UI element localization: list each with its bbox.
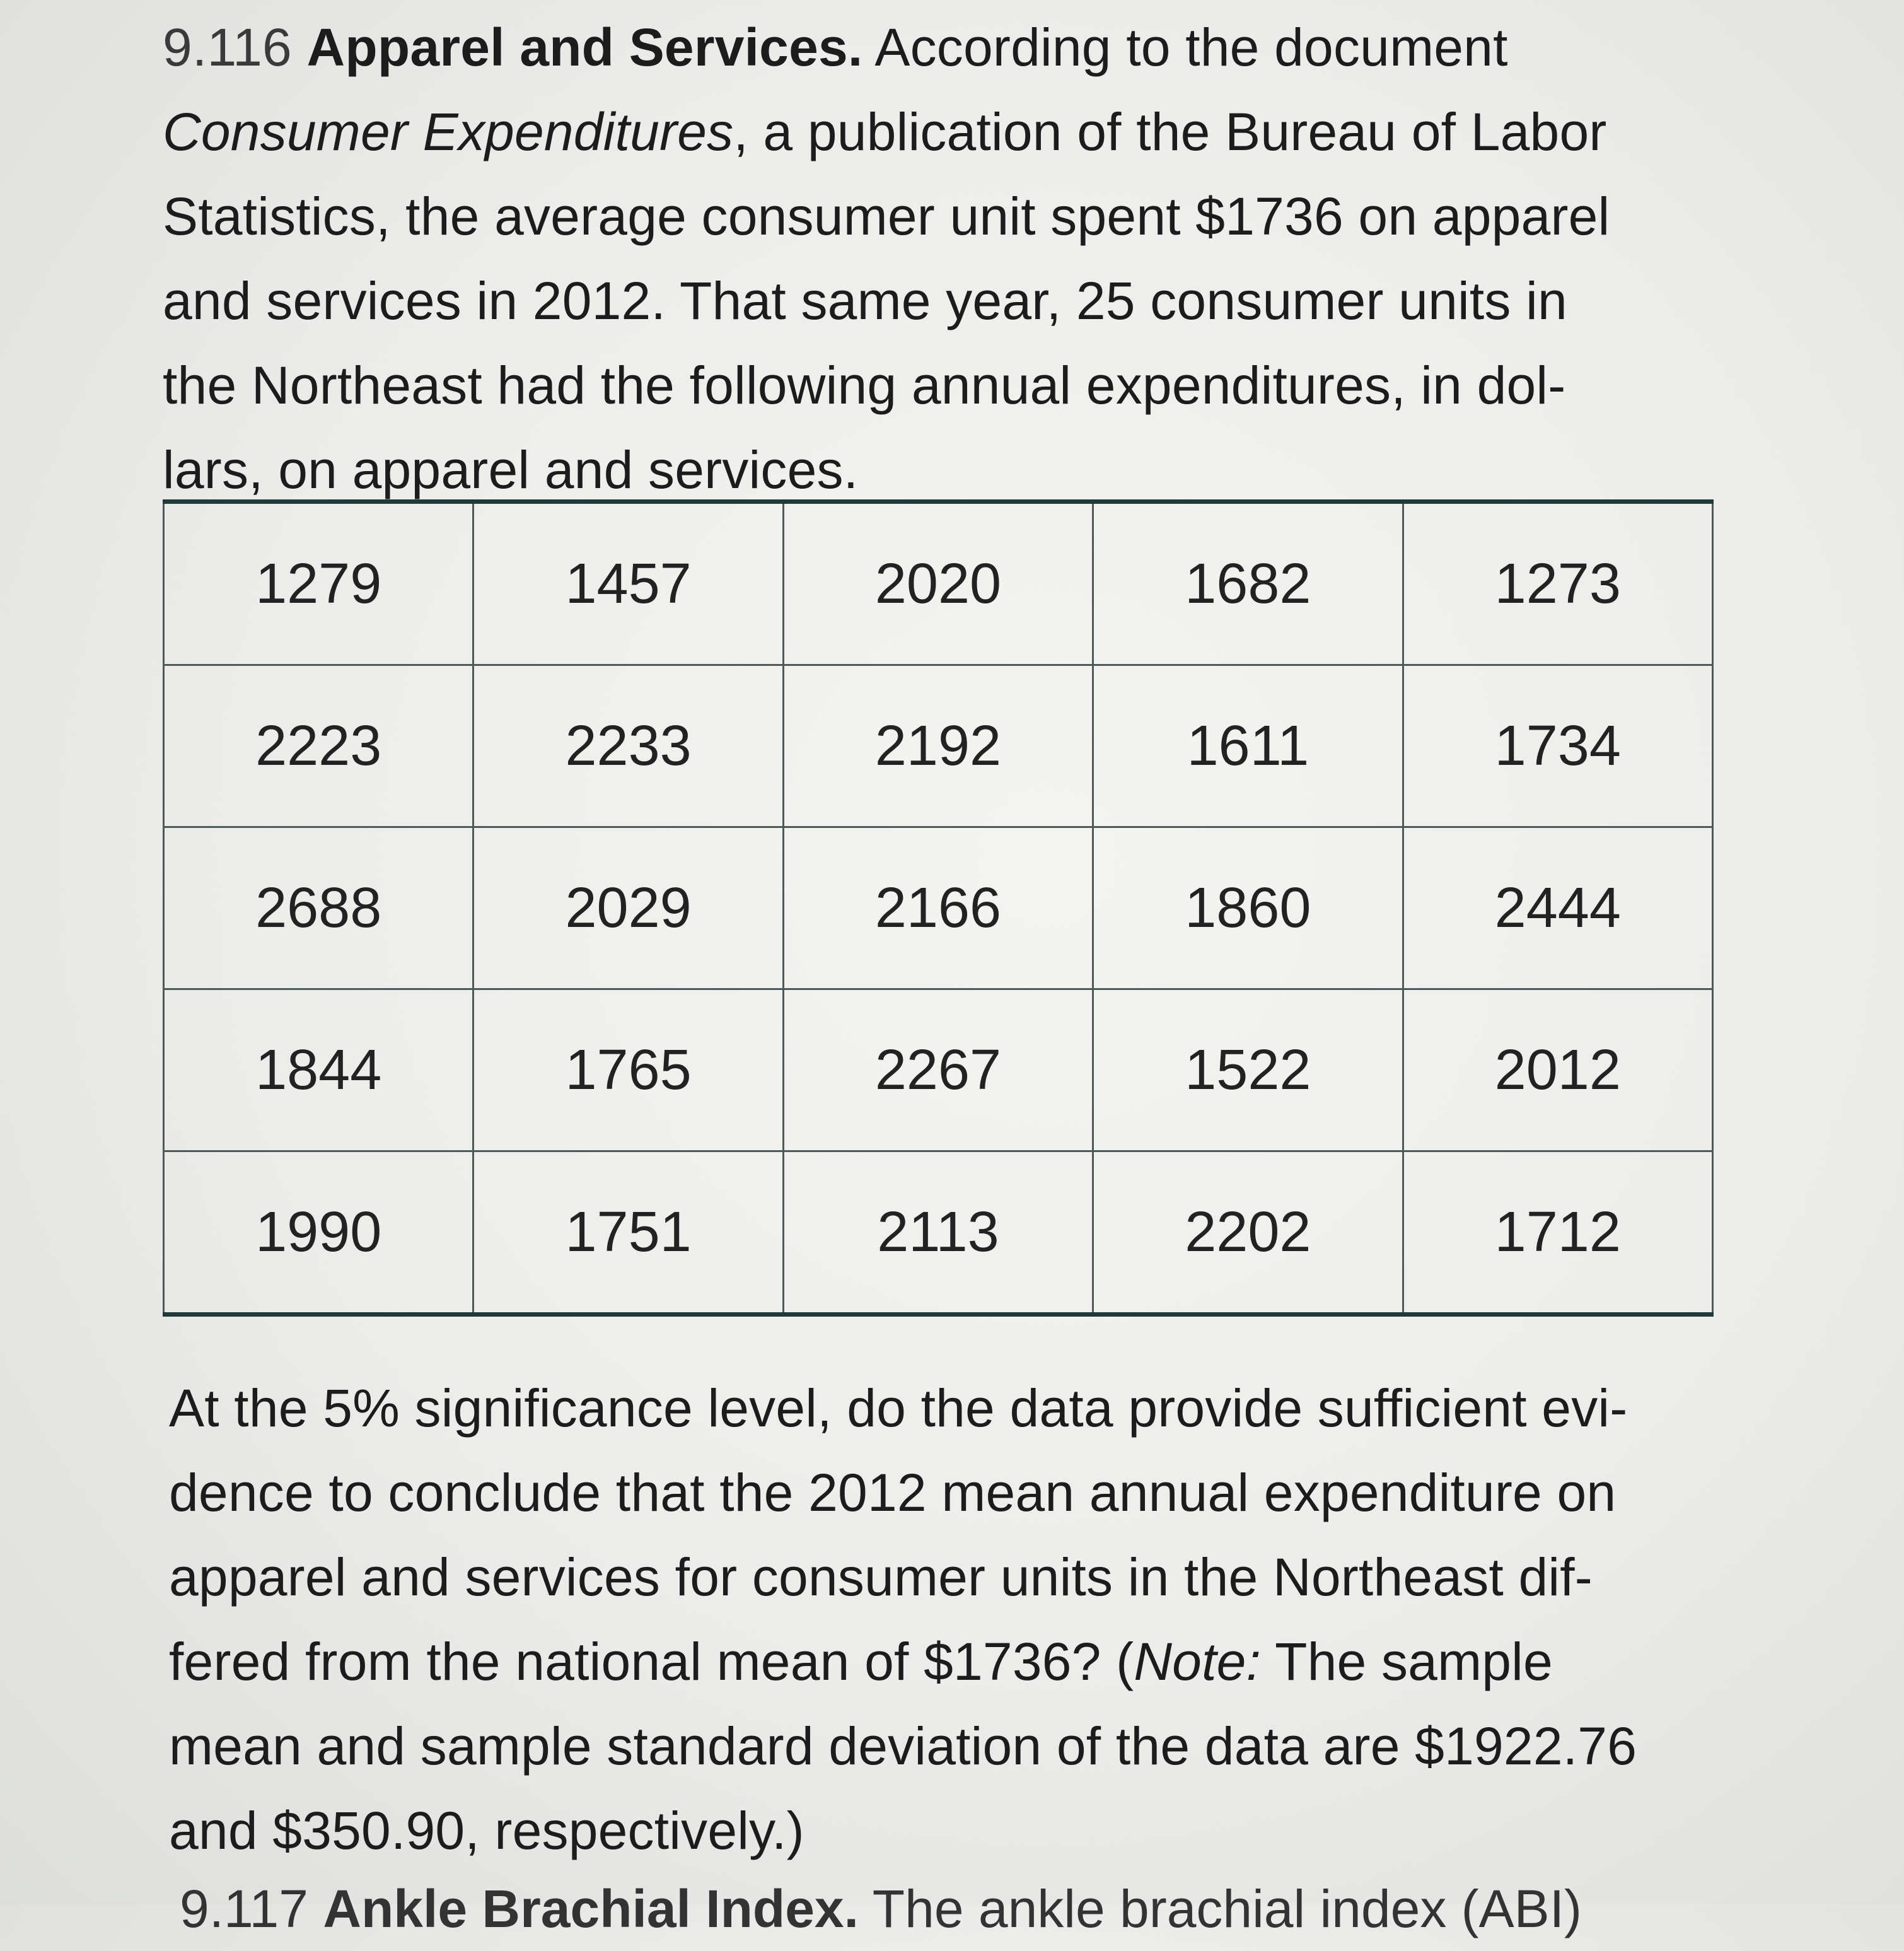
- table-cell: 1712: [1403, 1151, 1712, 1315]
- table-row: [164, 502, 1713, 665]
- intro-line-2: [163, 90, 1714, 174]
- question-line-3: apparel and services for consumer units in the Northeast dif-: [169, 1547, 1593, 1607]
- table-cell: 2233: [473, 665, 783, 827]
- question-line-4: [169, 1619, 1720, 1704]
- table-cell: 2166: [783, 827, 1093, 989]
- table-cell: 2202: [1093, 1151, 1403, 1315]
- table-cell: 2444: [1403, 827, 1712, 989]
- table-cell: 1682: [1093, 502, 1403, 665]
- next-problem-partial: [180, 1867, 1582, 1938]
- intro-text-1: According to the document: [862, 18, 1508, 77]
- table-cell: 1990: [164, 1151, 473, 1315]
- intro-line-1: [163, 5, 1714, 90]
- intro-line-3: Statistics, the average consumer unit spent $1736 on apparel: [163, 187, 1610, 246]
- problem-intro: [163, 5, 1714, 512]
- table-cell: 1279: [164, 502, 473, 665]
- intro-text-2: , a publication of the Bureau of Labor: [733, 102, 1607, 161]
- table-row: [164, 989, 1713, 1151]
- table-row: [164, 665, 1713, 827]
- question-line-1: At the 5% significance level, do the data provide sufficient evi-: [169, 1378, 1628, 1438]
- question-line-2: dence to conclude that the 2012 mean annual expenditure on: [169, 1463, 1617, 1522]
- problem-number: 9.116: [163, 18, 292, 77]
- problem-question: [169, 1366, 1720, 1873]
- table-cell: 2267: [783, 989, 1093, 1151]
- next-problem-number: 9.117: [180, 1879, 308, 1938]
- table-cell: 1751: [473, 1151, 783, 1315]
- question-text-4b: The sample: [1261, 1632, 1553, 1691]
- expenditure-table: [163, 499, 1714, 1317]
- table-cell: 1734: [1403, 665, 1712, 827]
- table-cell: 2012: [1403, 989, 1712, 1151]
- document-title: Consumer Expenditures: [163, 102, 734, 161]
- table-cell: 1273: [1403, 502, 1712, 665]
- table-cell: 1844: [164, 989, 473, 1151]
- table-cell: 2020: [783, 502, 1093, 665]
- next-problem-text: The ankle brachial index (ABI): [858, 1879, 1582, 1938]
- table-cell: 1765: [473, 989, 783, 1151]
- table-row: [164, 827, 1713, 989]
- table-cell: 2029: [473, 827, 783, 989]
- table-row: [164, 1151, 1713, 1315]
- table-cell: 2223: [164, 665, 473, 827]
- table-cell: 2192: [783, 665, 1093, 827]
- table-cell: 1611: [1093, 665, 1403, 827]
- next-problem-title: Ankle Brachial Index.: [323, 1879, 859, 1938]
- intro-line-6: lars, on apparel and services.: [163, 440, 859, 499]
- intro-line-5: the Northeast had the following annual expenditures, in dol-: [163, 356, 1566, 415]
- question-text-4a: fered from the national mean of $1736? (: [169, 1632, 1134, 1691]
- question-line-6: and $350.90, respectively.): [169, 1801, 804, 1860]
- note-label: Note:: [1134, 1632, 1262, 1691]
- problem-title: Apparel and Services.: [306, 18, 863, 77]
- table-cell: 1457: [473, 502, 783, 665]
- table-cell: 2688: [164, 827, 473, 989]
- intro-line-4: and services in 2012. That same year, 25 consumer units in: [163, 271, 1567, 330]
- question-line-5: mean and sample standard deviation of the data are $1922.76: [169, 1716, 1637, 1776]
- table-cell: 1522: [1093, 989, 1403, 1151]
- table-cell: 1860: [1093, 827, 1403, 989]
- table-cell: 2113: [783, 1151, 1093, 1315]
